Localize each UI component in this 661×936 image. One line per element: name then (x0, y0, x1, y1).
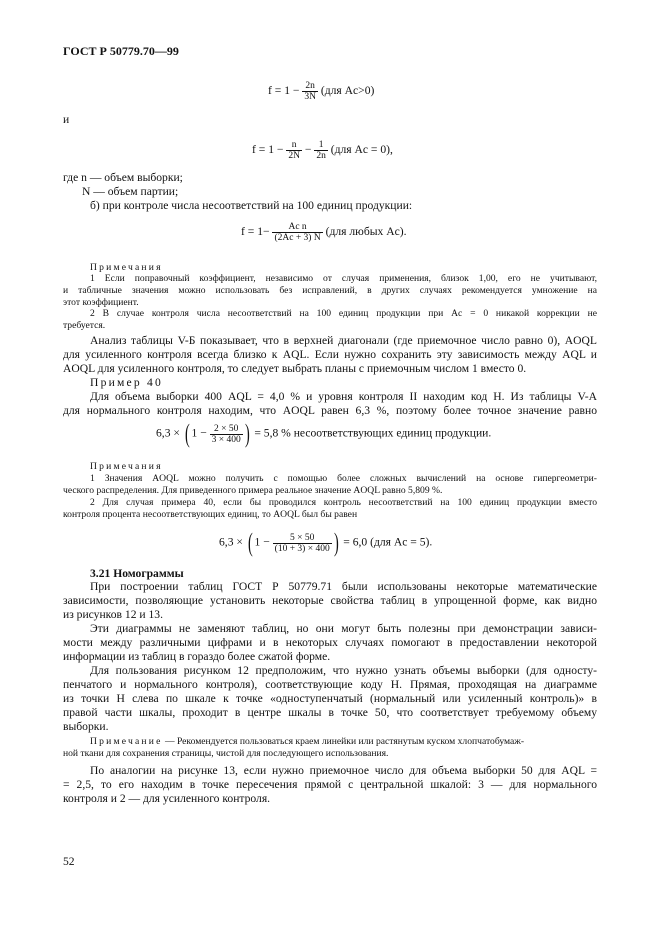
section-note-text: — Рекомендуется пользоваться краем линейки или растянутым куском хлопчатобумаж- (162, 736, 525, 747)
notes-1-line: требуется. (63, 320, 106, 331)
notes-1-line: этот коэффициент. (63, 297, 139, 308)
formula-5: 6,3 × ( 1 − $\frac{5 \times 50}{(10 + 3) \times 400}$ ) = 6,0 (для Ac = 5). (219, 528, 433, 557)
notes-2-line: 2 Для случая примера 40, если бы проводился контроль несоответствий на 100 единиц продукции вместо (90, 497, 597, 508)
notes-2-line: контроля процента несоответствующих единиц, то AOQL был бы равен (63, 509, 358, 520)
formula-1-fraction: $\frac{2n}{3N}$ (304, 81, 316, 102)
paragraph-line: информации из таблиц в гораздо более сжатой форме. (63, 650, 331, 663)
formula-2-fraction-b: $\frac{1}{2n}$ (316, 140, 326, 161)
paragraph-line: пенчатого и нормального контроля), соответствующие коду H. Прямая, проходящая на диаграмме (63, 678, 597, 691)
paragraph-line: = 2,5, то его находим в точке пересечения прямой с центральной шкалой: 3 — для нормального (63, 778, 597, 791)
paragraph-line: правой части шкалы, проходит в центре шкалы в точке 50, что соответствует требуемому объему (63, 706, 597, 719)
paragraph-line: для нормального контроля находим, что AOQL равен 6,3 %, поэтому более точное значение равно (63, 404, 597, 417)
document-header: ГОСТ Р 50779.70—99 (63, 44, 179, 58)
formula-3-fraction: $\frac{\text{Ac n}}{(2Ac + 3) N}$ (274, 222, 321, 243)
formula-1-condition: (для Ac>0) (320, 84, 375, 98)
paragraph-line: из рисунков 12 и 13. (63, 608, 163, 621)
notes-2-line: ческого распределения. Для приведенного примера реальное значение AOQL равно 5,809 %. (63, 485, 443, 496)
formula-5-fraction: $\frac{5 \times 50}{(10 + 3) \times 400}$ (274, 532, 330, 554)
section-note (90, 736, 524, 748)
conjunction: и (63, 113, 70, 126)
paragraph-line: для усиленного контроля всегда близко к AQL. Если нужно сохранить эту зависимость между AQL и (63, 348, 597, 361)
formula-4: 6,3 × ( 1 − $\frac{2 \times 50}{3 \times 400}$ ) = 5,8 % несоответствующих единиц продукции. (156, 419, 492, 448)
notes-1-title: Примечания (90, 262, 163, 273)
formula-1-lhs: f = 1 − (268, 84, 300, 98)
formula-2-fraction-a: $\frac{n}{2N}$ (288, 140, 300, 161)
where-line-2: N — объем партии; (82, 185, 179, 198)
notes-1-line: и табличные значения можно использовать без исправлений, в других случаях рекомендуется умножение на (63, 285, 597, 296)
paragraph-line: выборки. (63, 720, 109, 733)
paragraph-line: зависимости, позволяющие установить некоторые свойства таблиц в упрощенной форме, как видно (63, 594, 597, 607)
where-line-1: где n — объем выборки; (63, 171, 183, 184)
paragraph-line: контроля и 2 — для усиленного контроля. (63, 792, 271, 805)
section-note-title: Примечание (90, 736, 163, 747)
paragraph-line: мости между различными цифрами и в некоторых случаях помогают в предоставлении некоторой (63, 636, 597, 649)
example-title: Пример 40 (90, 376, 163, 389)
paragraph-line: Для объема выборки 400 AQL = 4,0 % и уровня контроля II находим код H. Из таблицы V-A (90, 390, 597, 403)
where-line-3: б) при контроле числа несоответствий на 100 единиц продукции: (90, 199, 413, 212)
notes-1-line: 1 Если поправочный коэффициент, независимо от случая применения, близок 1,00, его не учитывают, (90, 273, 597, 284)
section-note-line: ной ткани для сохранения страницы, чистой для последующего использования. (63, 748, 389, 759)
paragraph-line: При построении таблиц ГОСТ Р 50779.71 были использованы некоторые математические (90, 580, 597, 593)
paragraph-line: AOQL для усиленного контроля, то следует выбрать планы с приемочным числом 1 вместо 0. (63, 362, 527, 375)
section-heading: 3.21 Номограммы (90, 567, 184, 580)
paragraph-line: Анализ таблицы V-Б показывает, что в верхней диагонали (где приемочное число равно 0), AOQL (90, 334, 597, 347)
paragraph-line: Эти диаграммы не заменяют таблиц, но они могут быть полезны при демонстрации зависи- (90, 622, 597, 635)
notes-2-line: 1 Значения AOQL можно получить с помощью более сложных вычислений на основе гипергеометри- (90, 473, 597, 484)
paragraph-line: Для пользования рисунком 12 предположим, что нужно узнать объемы выборки (для односту- (90, 664, 597, 677)
page-number: 52 (63, 855, 75, 868)
notes-2-title: Примечания (90, 461, 163, 472)
formula-1 (268, 81, 374, 102)
formula-4-fraction: $\frac{2 \times 50}{3 \times 400}$ (211, 423, 241, 445)
formula-3: f = 1− $\frac{\text{Ac n}}{(2Ac + 3) N}$ (для любых Ac). (241, 222, 407, 243)
formula-2: f = 1 − $\frac{n}{2N}$ − $\frac{1}{2n}$ (для Ac = 0), (252, 140, 393, 161)
notes-1-line: 2 В случае контроля числа несоответствий на 100 единиц продукции при Ac = 0 никакой коррекции не (90, 308, 597, 319)
paragraph-line: По аналогии на рисунке 13, если нужно приемочное число для объема выборки 50 для AQL = (90, 764, 597, 777)
paragraph-line: из точки H слева по шкале к точке «одноступенчатый (нормальный или усиленный контроль)» в (63, 692, 597, 705)
